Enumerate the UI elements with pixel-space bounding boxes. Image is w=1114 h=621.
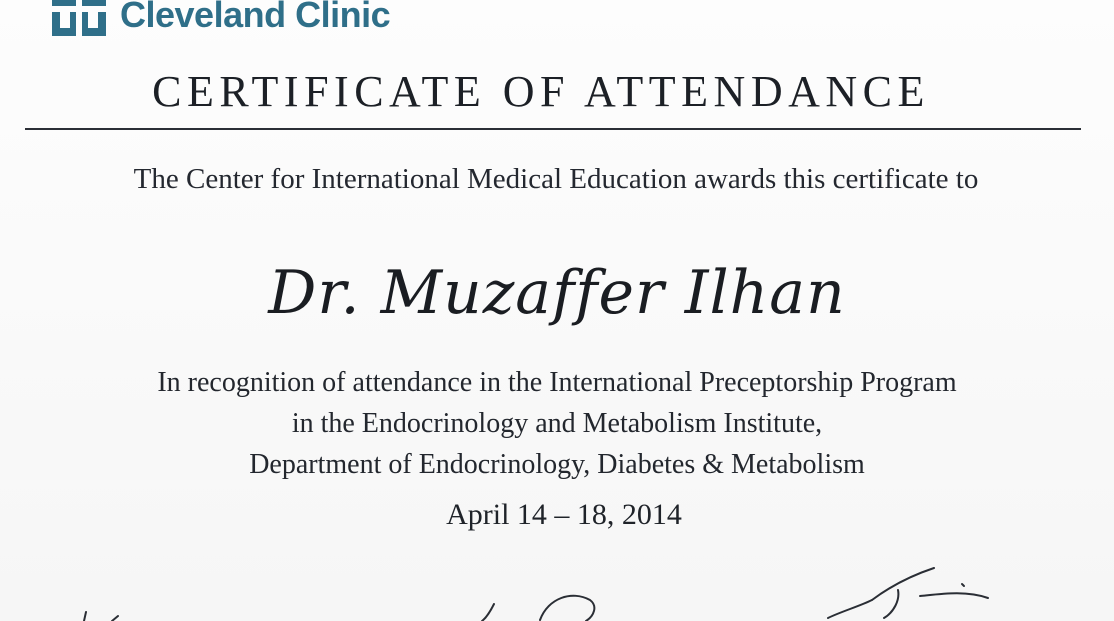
title-divider — [25, 128, 1081, 130]
recognition-line: Department of Endocrinology, Diabetes & Metabolism — [249, 449, 865, 480]
recognition-line: In recognition of attendance in the International Preceptorship Program — [157, 367, 957, 398]
program-dates: April 14 – 18, 2014 — [446, 498, 682, 531]
recognition-text — [0, 362, 1114, 485]
logo-text: Cleveland Clinic — [120, 0, 391, 35]
recognition-line: in the Endocrinology and Metabolism Institute, — [291, 408, 823, 439]
cleveland-clinic-logo — [52, 0, 390, 36]
awards-line: The Center for International Medical Education awards this certificate to — [133, 163, 979, 195]
recipient-name: Dr. Muzaffer Ilhan — [268, 258, 846, 328]
cleveland-clinic-logo-icon — [52, 0, 110, 36]
certificate-title: CERTIFICATE OF ATTENDANCE — [152, 67, 930, 116]
handwritten-signature-icon — [0, 560, 1114, 621]
